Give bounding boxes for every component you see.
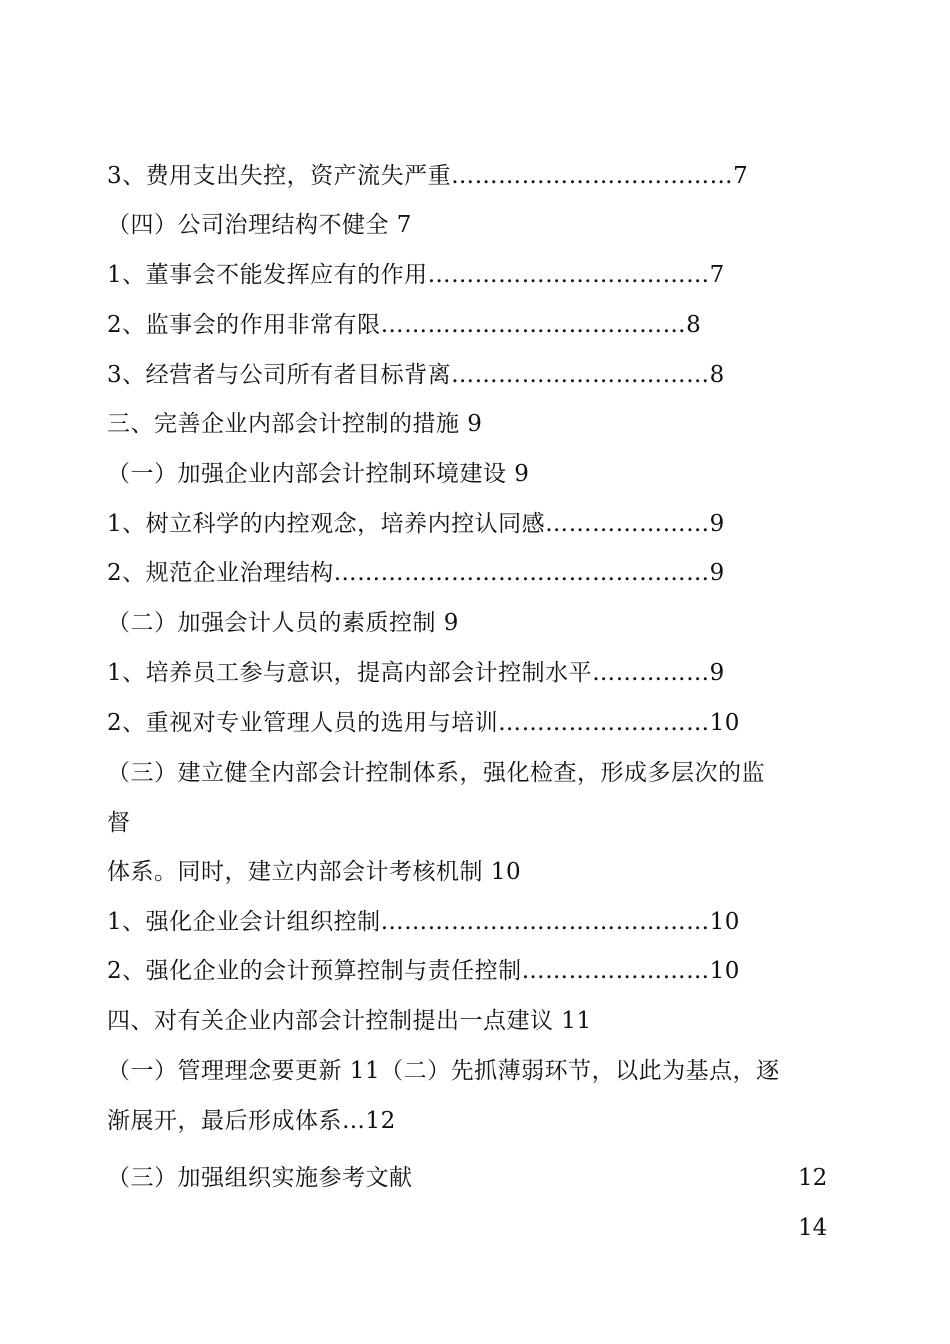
- toc-line: （一）加强企业内部会计控制环境建设 9: [107, 461, 530, 487]
- toc-line: （二）加强会计人员的素质控制 9: [107, 610, 459, 636]
- toc-line: 体系。同时，建立内部会计考核机制 10: [107, 859, 522, 885]
- toc-line: 2、重视对专业管理人员的选用与培训………………………10: [107, 710, 740, 736]
- toc-line: 1、树立科学的内控观念，培养内控认同感…………………9: [107, 511, 725, 537]
- toc-page-number: 12: [798, 1165, 828, 1191]
- toc-page-number: 14: [798, 1215, 828, 1241]
- toc-line: 1、培养员工参与意识，提高内部会计控制水平……………9: [107, 660, 725, 686]
- toc-line: 2、强化企业的会计预算控制与责任控制……………………10: [107, 958, 740, 984]
- toc-line: 1、董事会不能发挥应有的作用………………………………7: [107, 262, 725, 288]
- toc-line: 3、经营者与公司所有者目标背离……………………………8: [107, 362, 725, 388]
- toc-line: （三）加强组织实施参考文献: [107, 1165, 413, 1191]
- toc-line: 2、监事会的作用非常有限…………………………………8: [107, 312, 702, 338]
- toc-line: 2、规范企业治理结构…………………………………………9: [107, 560, 725, 586]
- toc-line: （四）公司治理结构不健全 7: [107, 212, 412, 238]
- toc-line: 督: [107, 810, 131, 836]
- toc-line: 三、完善企业内部会计控制的措施 9: [107, 411, 483, 437]
- toc-line: 四、对有关企业内部会计控制提出一点建议 11: [107, 1008, 592, 1034]
- toc-line: （三）建立健全内部会计控制体系，强化检查，形成多层次的监: [107, 760, 765, 786]
- toc-line: 1、强化企业会计组织控制……………………………………10: [107, 909, 740, 935]
- toc-line: （一）管理理念要更新 11（二）先抓薄弱环节，以此为基点，逐: [107, 1058, 780, 1084]
- toc-line: 渐展开，最后形成体系…12: [107, 1108, 396, 1134]
- toc-line: 3、费用支出失控，资产流失严重………………………………7: [107, 163, 749, 189]
